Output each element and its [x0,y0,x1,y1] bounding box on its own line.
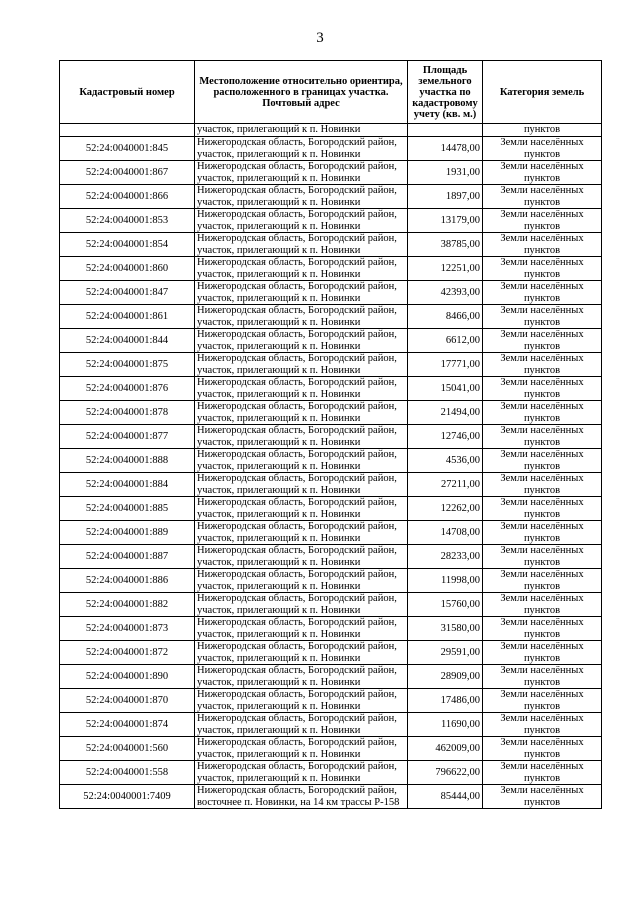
cell-category: Земли населённых пунктов [483,737,602,761]
cell-area: 12746,00 [408,425,483,449]
cell-category: Земли населённых пунктов [483,425,602,449]
table-row [60,497,602,521]
cell-cadastral-number: 52:24:0040001:844 [60,329,195,353]
cell-location: Нижегородская область, Богородский район, участок, прилегающий к п. Новинки [195,761,408,785]
table-row [60,161,602,185]
cell-category: Земли населённых пунктов [483,665,602,689]
cell-location: Нижегородская область, Богородский район, участок, прилегающий к п. Новинки [195,737,408,761]
cell-category: Земли населённых пунктов [483,761,602,785]
cell-cadastral-number: 52:24:0040001:887 [60,545,195,569]
cell-location: Нижегородская область, Богородский район, участок, прилегающий к п. Новинки [195,401,408,425]
cell-location: Нижегородская область, Богородский район, участок, прилегающий к п. Новинки [195,161,408,185]
header-row [60,61,602,124]
cell-location: Нижегородская область, Богородский район, участок, прилегающий к п. Новинки [195,209,408,233]
cell-area: 31580,00 [408,617,483,641]
cell-cadastral-number: 52:24:0040001:866 [60,185,195,209]
cell-location: Нижегородская область, Богородский район, участок, прилегающий к п. Новинки [195,305,408,329]
header-cadastral-number: Кадастровый номер [60,61,195,124]
header-category: Категория земель [483,61,602,124]
cell-location: Нижегородская область, Богородский район, участок, прилегающий к п. Новинки [195,665,408,689]
cell-category: Земли населённых пунктов [483,401,602,425]
cell-area: 796622,00 [408,761,483,785]
cell-cadastral-number: 52:24:0040001:882 [60,593,195,617]
cell-category: Земли населённых пунктов [483,785,602,809]
cell-area: 6612,00 [408,329,483,353]
cell-area: 11690,00 [408,713,483,737]
cell-category: Земли населённых пунктов [483,281,602,305]
cell-location: Нижегородская область, Богородский район, участок, прилегающий к п. Новинки [195,233,408,257]
cell-location: Нижегородская область, Богородский район, участок, прилегающий к п. Новинки [195,137,408,161]
cell-location: Нижегородская область, Богородский район, участок, прилегающий к п. Новинки [195,329,408,353]
cell-area: 8466,00 [408,305,483,329]
cell-category: Земли населённых пунктов [483,377,602,401]
cell-location: Нижегородская область, Богородский район, участок, прилегающий к п. Новинки [195,569,408,593]
cell-cadastral-number: 52:24:0040001:7409 [60,785,195,809]
cell-cadastral-number: 52:24:0040001:558 [60,761,195,785]
cell-location: Нижегородская область, Богородский район, участок, прилегающий к п. Новинки [195,689,408,713]
table-row [60,425,602,449]
cell-cadastral-number: 52:24:0040001:872 [60,641,195,665]
cell-area: 1897,00 [408,185,483,209]
table-row [60,737,602,761]
table-row [60,185,602,209]
cell-area: 14708,00 [408,521,483,545]
cell-area: 28233,00 [408,545,483,569]
cell-cadastral-number: 52:24:0040001:885 [60,497,195,521]
cell-area: 27211,00 [408,473,483,497]
cell-cadastral-number: 52:24:0040001:860 [60,257,195,281]
table-row [60,233,602,257]
cell-cadastral-number: 52:24:0040001:854 [60,233,195,257]
cell-area: 12262,00 [408,497,483,521]
table-row [60,377,602,401]
cell-area: 28909,00 [408,665,483,689]
cell-location: Нижегородская область, Богородский район, участок, прилегающий к п. Новинки [195,353,408,377]
table-row [60,689,602,713]
cell-area: 462009,00 [408,737,483,761]
table-row [60,353,602,377]
cell-cadastral-number: 52:24:0040001:845 [60,137,195,161]
cell-location: Нижегородская область, Богородский район, участок, прилегающий к п. Новинки [195,449,408,473]
cell-category: Земли населённых пунктов [483,617,602,641]
cell-category: Земли населённых пунктов [483,137,602,161]
table-row [60,209,602,233]
cadastral-table [59,60,602,809]
cell-category: Земли населённых пунктов [483,569,602,593]
table-row [60,401,602,425]
cell-category: Земли населённых пунктов [483,353,602,377]
cell-cadastral-number: 52:24:0040001:878 [60,401,195,425]
cell-area: 11998,00 [408,569,483,593]
cell-area: 38785,00 [408,233,483,257]
table-row [60,137,602,161]
header-area: Площадь земельного участка по кадастровому учету (кв. м.) [408,61,483,124]
cell-area: 15041,00 [408,377,483,401]
cell-category: Земли населённых пунктов [483,209,602,233]
cell-category: Земли населённых пунктов [483,185,602,209]
table-row [60,521,602,545]
cell-area: 21494,00 [408,401,483,425]
table-row [60,281,602,305]
cell-cadastral-number: 52:24:0040001:560 [60,737,195,761]
cell-category: Земли населённых пунктов [483,257,602,281]
cell-location: Нижегородская область, Богородский район, участок, прилегающий к п. Новинки [195,425,408,449]
cell-category: Земли населённых пунктов [483,233,602,257]
cell-cadastral-number: 52:24:0040001:874 [60,713,195,737]
cell-area: 15760,00 [408,593,483,617]
cell-cadastral-number: 52:24:0040001:889 [60,521,195,545]
cell-area: 29591,00 [408,641,483,665]
header-location: Местоположение относительно ориентира, расположенного в границах участка. Почтовый адрес [195,61,408,124]
cell-category: Земли населённых пунктов [483,329,602,353]
cell-cadastral-number: 52:24:0040001:890 [60,665,195,689]
table-row [60,305,602,329]
cell-category: Земли населённых пунктов [483,689,602,713]
table-row [60,329,602,353]
cell-area [408,124,483,137]
cell-area: 12251,00 [408,257,483,281]
cell-location: Нижегородская область, Богородский район, участок, прилегающий к п. Новинки [195,281,408,305]
cell-area: 17771,00 [408,353,483,377]
cell-cadastral-number: 52:24:0040001:875 [60,353,195,377]
cell-area: 14478,00 [408,137,483,161]
cell-cadastral-number: 52:24:0040001:870 [60,689,195,713]
table-row [60,641,602,665]
cell-category: Земли населённых пунктов [483,449,602,473]
cell-area: 1931,00 [408,161,483,185]
cell-location: участок, прилегающий к п. Новинки [195,124,408,137]
cell-cadastral-number: 52:24:0040001:877 [60,425,195,449]
continuation-row [60,124,602,137]
cell-cadastral-number: 52:24:0040001:867 [60,161,195,185]
cell-category: Земли населённых пунктов [483,713,602,737]
cell-location: Нижегородская область, Богородский район, участок, прилегающий к п. Новинки [195,617,408,641]
cell-category: Земли населённых пунктов [483,305,602,329]
table-row [60,545,602,569]
cell-location: Нижегородская область, Богородский район, участок, прилегающий к п. Новинки [195,521,408,545]
cell-location: Нижегородская область, Богородский район, участок, прилегающий к п. Новинки [195,473,408,497]
cell-category: Земли населённых пунктов [483,641,602,665]
cell-cadastral-number: 52:24:0040001:873 [60,617,195,641]
cell-cadastral-number [60,124,195,137]
cell-cadastral-number: 52:24:0040001:853 [60,209,195,233]
cell-location: Нижегородская область, Богородский район, участок, прилегающий к п. Новинки [195,377,408,401]
cell-area: 42393,00 [408,281,483,305]
table-row [60,257,602,281]
cell-cadastral-number: 52:24:0040001:861 [60,305,195,329]
cell-cadastral-number: 52:24:0040001:876 [60,377,195,401]
cell-cadastral-number: 52:24:0040001:884 [60,473,195,497]
table-row [60,785,602,809]
cell-location: Нижегородская область, Богородский район, участок, прилегающий к п. Новинки [195,257,408,281]
cell-category: Земли населённых пунктов [483,521,602,545]
table-row [60,713,602,737]
cell-category: Земли населённых пунктов [483,593,602,617]
table-row [60,665,602,689]
table-row [60,617,602,641]
cell-location: Нижегородская область, Богородский район, участок, прилегающий к п. Новинки [195,593,408,617]
table-row [60,593,602,617]
cell-location: Нижегородская область, Богородский район, участок, прилегающий к п. Новинки [195,545,408,569]
cell-location: Нижегородская область, Богородский район, участок, прилегающий к п. Новинки [195,713,408,737]
cell-area: 13179,00 [408,209,483,233]
table-row [60,569,602,593]
cell-category: Земли населённых пунктов [483,161,602,185]
cell-cadastral-number: 52:24:0040001:886 [60,569,195,593]
cell-area: 17486,00 [408,689,483,713]
table-row [60,761,602,785]
page-number: 3 [316,30,324,46]
cell-location: Нижегородская область, Богородский район, участок, прилегающий к п. Новинки [195,641,408,665]
cell-area: 85444,00 [408,785,483,809]
cell-cadastral-number: 52:24:0040001:847 [60,281,195,305]
table-row [60,449,602,473]
cell-category: Земли населённых пунктов [483,473,602,497]
cell-area: 4536,00 [408,449,483,473]
cell-category: Земли населённых пунктов [483,545,602,569]
cell-category: Земли населённых пунктов [483,497,602,521]
cell-category: пунктов [483,124,602,137]
table-row [60,473,602,497]
cell-cadastral-number: 52:24:0040001:888 [60,449,195,473]
cell-location: Нижегородская область, Богородский район, участок, прилегающий к п. Новинки [195,497,408,521]
cell-location: Нижегородская область, Богородский район, восточнее п. Новинки, на 14 км трассы Р-158 [195,785,408,809]
cell-location: Нижегородская область, Богородский район, участок, прилегающий к п. Новинки [195,185,408,209]
